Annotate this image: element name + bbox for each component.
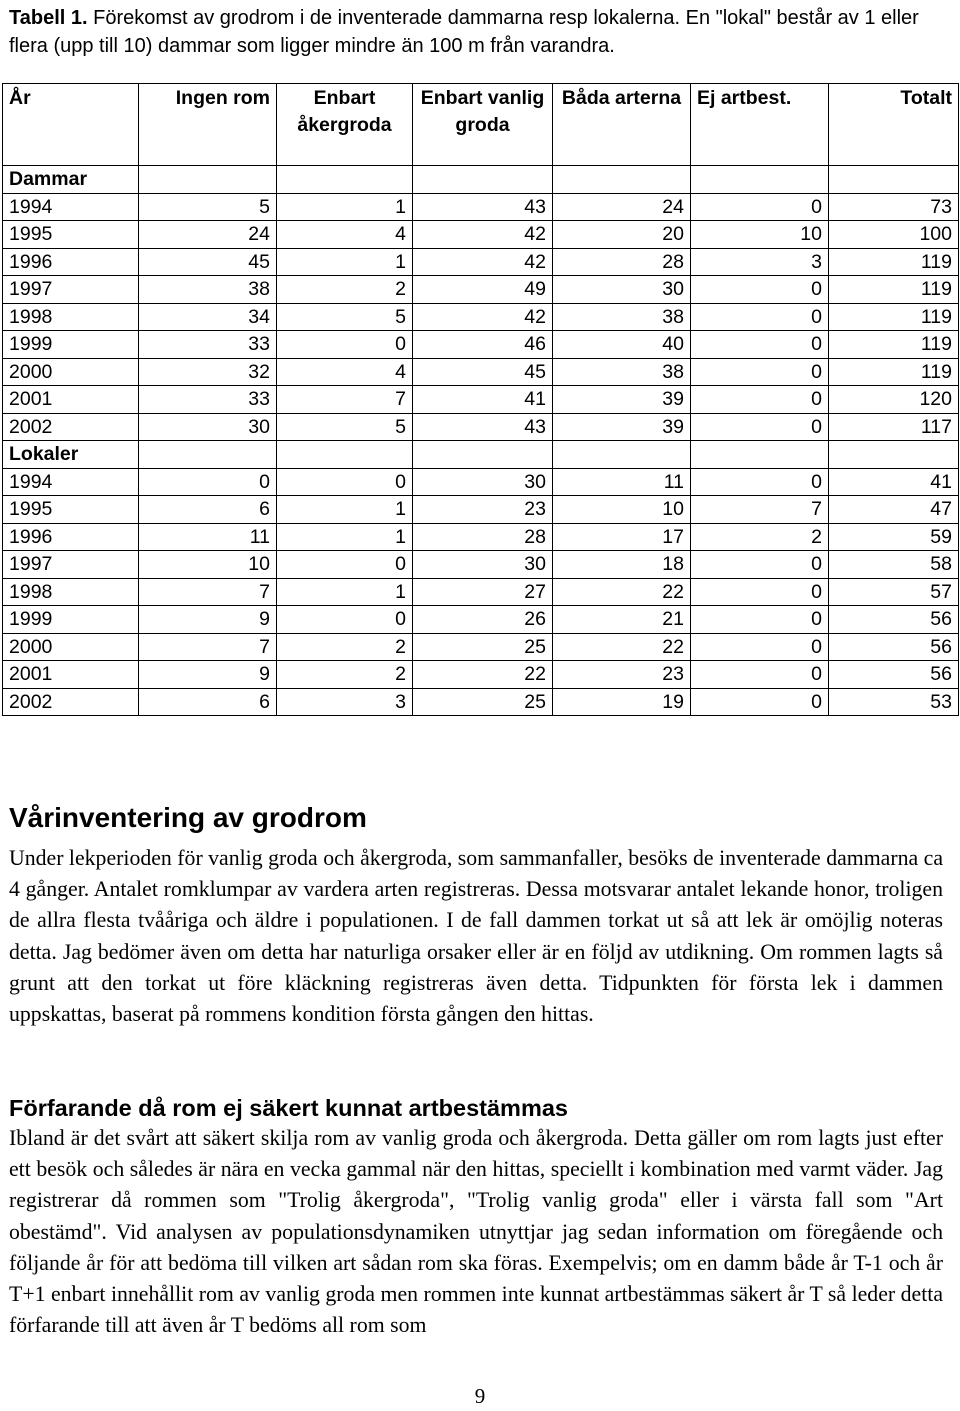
empty-cell [139,166,277,194]
year-cell: 1994 [3,468,139,496]
count-cell: 40 [553,331,691,359]
table-row [3,688,959,716]
empty-cell [829,441,959,469]
year-cell: 1998 [3,578,139,606]
table-row [3,386,959,414]
count-cell: 56 [829,661,959,689]
header-both-species: Båda arterna [553,84,691,166]
count-cell: 4 [277,358,413,386]
table-row [3,606,959,634]
count-cell: 10 [139,551,277,579]
empty-cell [277,441,413,469]
count-cell: 0 [691,276,829,304]
count-cell: 41 [829,468,959,496]
count-cell: 0 [139,468,277,496]
count-cell: 2 [277,633,413,661]
section-body-undetermined-spawn: Ibland är det svårt att säkert skilja rom av vanlig groda och åkergroda. Detta gäller om rom lagts just efter ett besök och således är nära en vecka gammal när den hittas, speciellt i kombination med varmt väder. Jag registrerar då rommen som "Trolig åkergroda", "Trolig vanlig groda" eller i värsta fall som "Art obestämd". Vid analysen av populationsdynamiken utnyttjar jag sedan information om föregående och följande år för att bedöma till vilken art sådan rom ska föras. Exempelvis; om en damm både år T-1 och år T+1 enbart innehållit rom av vanlig groda men rommen inte kunnat artbestämmas säkert år T så leder detta förfarande till att även år T bedöms all rom som [9,1126,943,1338]
count-cell: 5 [277,303,413,331]
count-cell: 58 [829,551,959,579]
table-section-row [3,441,959,469]
count-cell: 21 [553,606,691,634]
count-cell: 100 [829,221,959,249]
table-row [3,358,959,386]
header-total: Totalt [829,84,959,166]
year-cell: 1997 [3,276,139,304]
year-cell: 1999 [3,606,139,634]
count-cell: 119 [829,358,959,386]
table-row [3,496,959,524]
empty-cell [277,166,413,194]
table-row [3,468,959,496]
count-cell: 11 [139,523,277,551]
count-cell: 7 [139,633,277,661]
table-header-row [3,84,959,166]
count-cell: 22 [413,661,553,689]
count-cell: 19 [553,688,691,716]
count-cell: 0 [277,551,413,579]
count-cell: 1 [277,248,413,276]
year-cell: 1994 [3,193,139,221]
count-cell: 11 [553,468,691,496]
count-cell: 0 [277,606,413,634]
count-cell: 119 [829,331,959,359]
section-label: Lokaler [3,441,139,469]
header-year: År [3,84,139,166]
count-cell: 20 [553,221,691,249]
count-cell: 27 [413,578,553,606]
count-cell: 26 [413,606,553,634]
empty-cell [691,441,829,469]
count-cell: 30 [413,468,553,496]
empty-cell [553,166,691,194]
count-cell: 6 [139,496,277,524]
count-cell: 32 [139,358,277,386]
count-cell: 3 [691,248,829,276]
count-cell: 0 [691,578,829,606]
count-cell: 119 [829,248,959,276]
count-cell: 0 [691,468,829,496]
count-cell: 24 [553,193,691,221]
count-cell: 1 [277,496,413,524]
count-cell: 45 [413,358,553,386]
year-cell: 2000 [3,358,139,386]
count-cell: 38 [553,303,691,331]
empty-cell [139,441,277,469]
count-cell: 0 [691,331,829,359]
count-cell: 34 [139,303,277,331]
table-row [3,248,959,276]
year-cell: 1995 [3,496,139,524]
count-cell: 10 [691,221,829,249]
table-row [3,331,959,359]
count-cell: 43 [413,413,553,441]
empty-cell [553,441,691,469]
year-cell: 1996 [3,248,139,276]
table-caption [9,4,954,60]
count-cell: 42 [413,303,553,331]
empty-cell [691,166,829,194]
count-cell: 0 [691,193,829,221]
count-cell: 119 [829,303,959,331]
count-cell: 1 [277,523,413,551]
header-only-moor-frog: Enbart åkergroda [277,84,413,166]
section-heading-spring-inventory: Vårinventering av grodrom [9,802,367,833]
table-row [3,633,959,661]
count-cell: 49 [413,276,553,304]
count-cell: 24 [139,221,277,249]
count-cell: 2 [277,276,413,304]
count-cell: 7 [139,578,277,606]
empty-cell [413,441,553,469]
count-cell: 33 [139,386,277,414]
count-cell: 25 [413,633,553,661]
count-cell: 39 [553,413,691,441]
count-cell: 42 [413,221,553,249]
count-cell: 5 [139,193,277,221]
count-cell: 41 [413,386,553,414]
count-cell: 0 [277,331,413,359]
year-cell: 2001 [3,386,139,414]
count-cell: 30 [413,551,553,579]
count-cell: 1 [277,578,413,606]
count-cell: 119 [829,276,959,304]
section-body-spring-inventory: Under lekperioden för vanlig groda och åkergroda, som sammanfaller, besöks de inventerade dammarna ca 4 gånger. Antalet romklumpar av vardera arten registreras. Dessa motsvarar antalet lekande honor, troligen de allra flesta tvååriga och äldre i populationen. I de fall dammen torkat ut så att lek är omöjlig noteras detta. Jag bedömer även om detta har naturliga orsaker eller är en följd av utdikning. Om rommen lagts så grunt att den torkat ut före kläckning registreras även detta. Tidpunkten för första lek i dammen uppskattas, baserat på rommens kondition första gången den hittas. [9,846,943,1027]
year-cell: 1998 [3,303,139,331]
count-cell: 18 [553,551,691,579]
year-cell: 1999 [3,331,139,359]
count-cell: 38 [553,358,691,386]
year-cell: 2000 [3,633,139,661]
count-cell: 120 [829,386,959,414]
count-cell: 17 [553,523,691,551]
count-cell: 7 [277,386,413,414]
count-cell: 38 [139,276,277,304]
count-cell: 0 [691,303,829,331]
count-cell: 23 [413,496,553,524]
section-label: Dammar [3,166,139,194]
header-only-common-frog: Enbart vanlig groda [413,84,553,166]
count-cell: 59 [829,523,959,551]
table-row [3,303,959,331]
count-cell: 0 [691,606,829,634]
count-cell: 30 [139,413,277,441]
year-cell: 1997 [3,551,139,579]
header-no-spawn: Ingen rom [139,84,277,166]
count-cell: 47 [829,496,959,524]
section-heading-undetermined-spawn: Förfarande då rom ej säkert kunnat artbestämmas [9,1095,568,1121]
count-cell: 56 [829,633,959,661]
header-not-determined: Ej artbest. [691,84,829,166]
count-cell: 25 [413,688,553,716]
count-cell: 117 [829,413,959,441]
frog-spawn-table [2,83,959,716]
count-cell: 9 [139,606,277,634]
empty-cell [413,166,553,194]
empty-cell [829,166,959,194]
count-cell: 5 [277,413,413,441]
table-row [3,551,959,579]
count-cell: 42 [413,248,553,276]
count-cell: 0 [691,551,829,579]
count-cell: 0 [277,468,413,496]
count-cell: 0 [691,386,829,414]
table-row [3,413,959,441]
caption-label: Tabell 1. [9,7,88,29]
count-cell: 28 [413,523,553,551]
count-cell: 22 [553,578,691,606]
count-cell: 3 [277,688,413,716]
count-cell: 39 [553,386,691,414]
count-cell: 56 [829,606,959,634]
count-cell: 30 [553,276,691,304]
count-cell: 1 [277,193,413,221]
table-row [3,193,959,221]
table-body [3,166,959,716]
year-cell: 2001 [3,661,139,689]
count-cell: 9 [139,661,277,689]
count-cell: 23 [553,661,691,689]
count-cell: 7 [691,496,829,524]
count-cell: 0 [691,358,829,386]
year-cell: 1995 [3,221,139,249]
table-row [3,523,959,551]
count-cell: 33 [139,331,277,359]
year-cell: 2002 [3,413,139,441]
count-cell: 43 [413,193,553,221]
count-cell: 0 [691,661,829,689]
count-cell: 28 [553,248,691,276]
caption-text: Förekomst av grodrom i de inventerade dammarna resp lokalerna. En "lokal" består av 1 eller flera (upp till 10) dammar som ligger mindre än 100 m från varandra. [9,7,919,57]
count-cell: 45 [139,248,277,276]
count-cell: 6 [139,688,277,716]
table-row [3,661,959,689]
count-cell: 73 [829,193,959,221]
count-cell: 10 [553,496,691,524]
table-row [3,221,959,249]
count-cell: 57 [829,578,959,606]
count-cell: 4 [277,221,413,249]
count-cell: 22 [553,633,691,661]
table-row [3,276,959,304]
count-cell: 0 [691,413,829,441]
count-cell: 53 [829,688,959,716]
page-number: 9 [474,1384,486,1408]
count-cell: 46 [413,331,553,359]
year-cell: 1996 [3,523,139,551]
table-section-row [3,166,959,194]
table-row [3,578,959,606]
count-cell: 2 [277,661,413,689]
count-cell: 2 [691,523,829,551]
count-cell: 0 [691,633,829,661]
year-cell: 2002 [3,688,139,716]
count-cell: 0 [691,688,829,716]
